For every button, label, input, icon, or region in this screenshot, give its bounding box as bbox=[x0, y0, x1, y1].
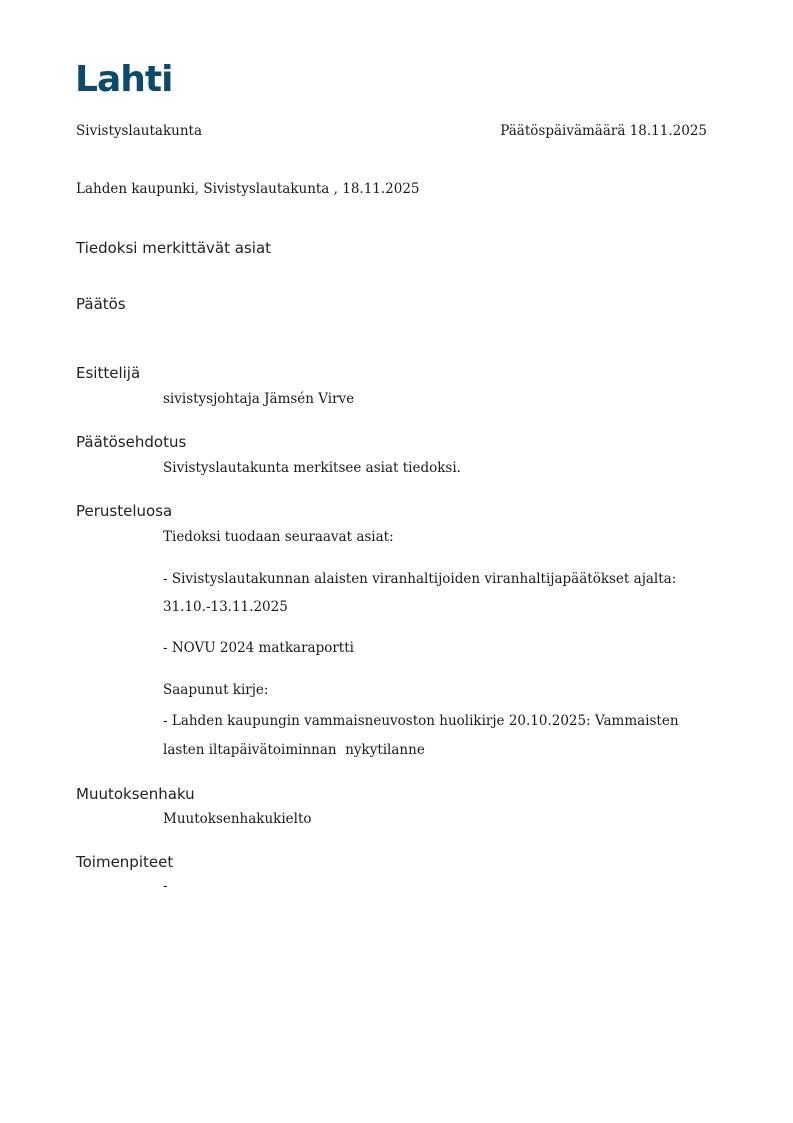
decision-date: Päätöspäivämäärä 18.11.2025 bbox=[500, 123, 707, 139]
rationale-line: lasten iltapäivätoiminnan nykytilanne bbox=[163, 742, 425, 758]
actions-heading: Toimenpiteet bbox=[76, 853, 174, 871]
rationale-line: Saapunut kirje: bbox=[163, 682, 269, 698]
rationale-line: Tiedoksi tuodaan seuraavat asiat: bbox=[163, 529, 394, 545]
presenter-heading: Esittelijä bbox=[76, 364, 141, 382]
proposal-text: Sivistyslautakunta merkitsee asiat tiedoksi. bbox=[163, 460, 461, 476]
rationale-line: - NOVU 2024 matkaraportti bbox=[163, 640, 354, 656]
decision-heading: Päätös bbox=[76, 295, 126, 313]
lahti-logo: Lahti bbox=[75, 59, 173, 100]
rationale-line: 31.10.-13.11.2025 bbox=[163, 599, 288, 615]
appeal-heading: Muutoksenhaku bbox=[76, 785, 195, 803]
actions-text: - bbox=[163, 878, 168, 894]
rationale-line: - Sivistyslautakunnan alaisten viranhaltijoiden viranhaltijapäätökset ajalta: bbox=[163, 571, 677, 587]
rationale-heading: Perusteluosa bbox=[76, 502, 173, 520]
organ-name: Sivistyslautakunta bbox=[76, 123, 202, 139]
document-title: Tiedoksi merkittävät asiat bbox=[76, 239, 272, 257]
meta-line: Lahden kaupunki, Sivistyslautakunta , 18.11.2025 bbox=[76, 181, 420, 197]
rationale-line: - Lahden kaupungin vammaisneuvoston huolikirje 20.10.2025: Vammaisten bbox=[163, 713, 679, 729]
appeal-text: Muutoksenhakukielto bbox=[163, 811, 312, 827]
presenter-text: sivistysjohtaja Jämsén Virve bbox=[163, 391, 355, 407]
proposal-heading: Päätösehdotus bbox=[76, 433, 187, 451]
